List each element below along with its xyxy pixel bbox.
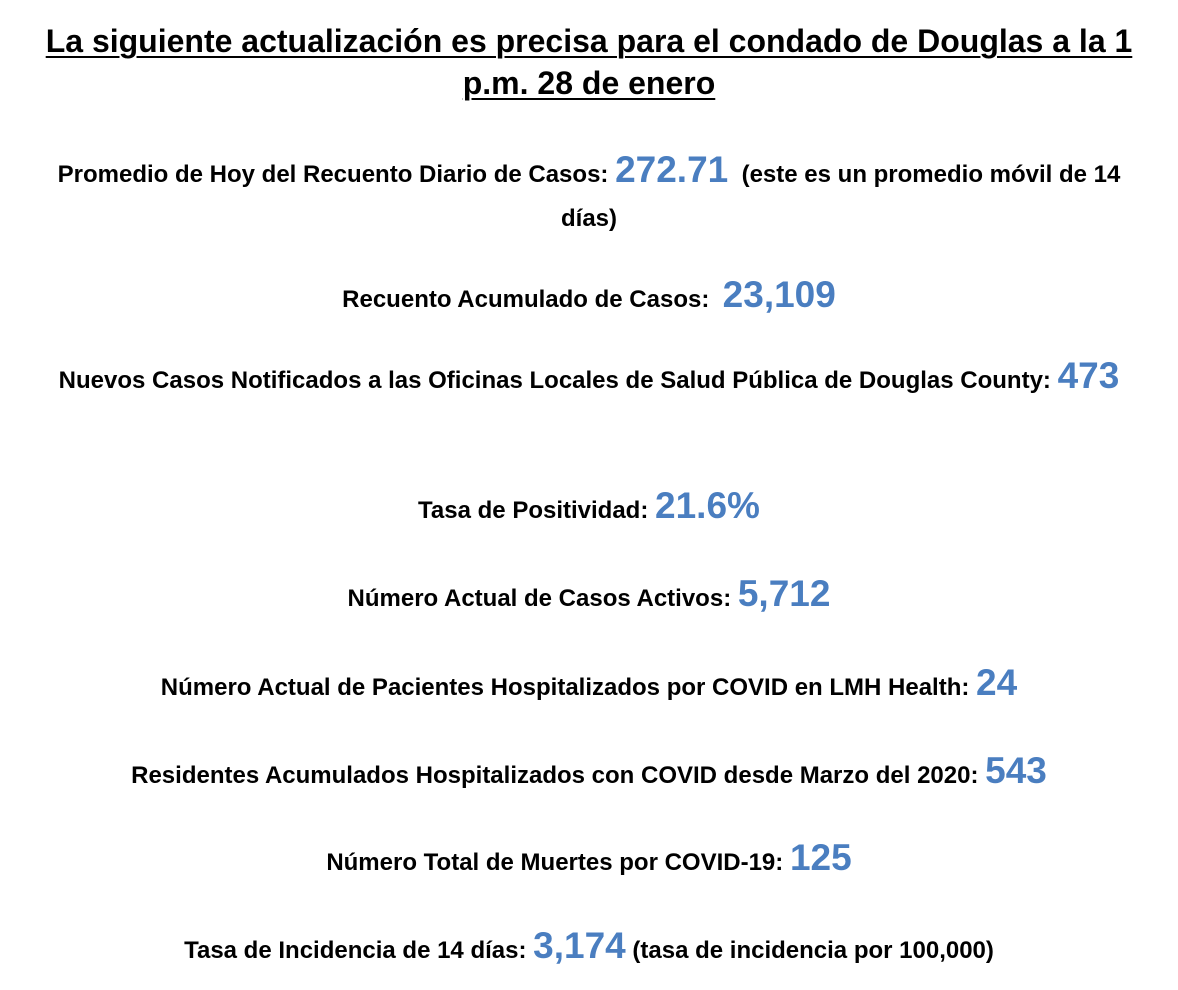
- stat-value: 3,174: [533, 925, 626, 966]
- stat-note: (este es un promedio móvil de 14 días): [560, 161, 1121, 232]
- stat-value: 5,712: [737, 573, 831, 614]
- stat-label: Nuevos Casos Notificados a las Oficinas Locales de Salud Pública de Douglas County:: [58, 367, 1051, 394]
- stat-label: Número Actual de Casos Activos:: [347, 585, 732, 612]
- stat-label: Recuento Acumulado de Casos:: [342, 286, 710, 313]
- stat-cumulative-cases: [30, 273, 1148, 322]
- stat-note: (tasa de incidencia por 100,000): [632, 937, 994, 964]
- stat-label: Promedio de Hoy del Recuento Diario de Casos:: [57, 161, 609, 188]
- stat-value: 543: [985, 750, 1047, 791]
- stat-new-cases: [40, 354, 1138, 403]
- stat-value: 473: [1057, 355, 1120, 396]
- stat-total-deaths: [30, 836, 1148, 885]
- stat-label: Residentes Acumulados Hospitalizados con COVID desde Marzo del 2020:: [131, 762, 979, 789]
- stat-value: 23,109: [722, 274, 836, 315]
- stat-hospitalized-current: [30, 661, 1148, 710]
- stat-label: Tasa de Positividad:: [418, 497, 649, 524]
- stat-label: Número Total de Muertes por COVID-19:: [326, 849, 784, 876]
- stat-value: 125: [789, 837, 852, 878]
- stat-value: 21.6%: [655, 485, 760, 526]
- stat-positivity-rate: [30, 484, 1148, 533]
- stat-hospitalized-cumulative: [30, 749, 1148, 798]
- stat-daily-average: [30, 148, 1148, 241]
- stat-value: 24: [976, 662, 1018, 703]
- stat-value: 272.71: [615, 149, 729, 190]
- stat-incidence-rate: [30, 924, 1148, 973]
- stat-label: Tasa de Incidencia de 14 días:: [184, 937, 527, 964]
- stat-label: Número Actual de Pacientes Hospitalizados por COVID en LMH Health:: [160, 674, 970, 701]
- stat-active-cases: [30, 572, 1148, 621]
- page-title: La siguiente actualización es precisa para el condado de Douglas a la 1 p.m. 28 de enero: [45, 23, 1133, 101]
